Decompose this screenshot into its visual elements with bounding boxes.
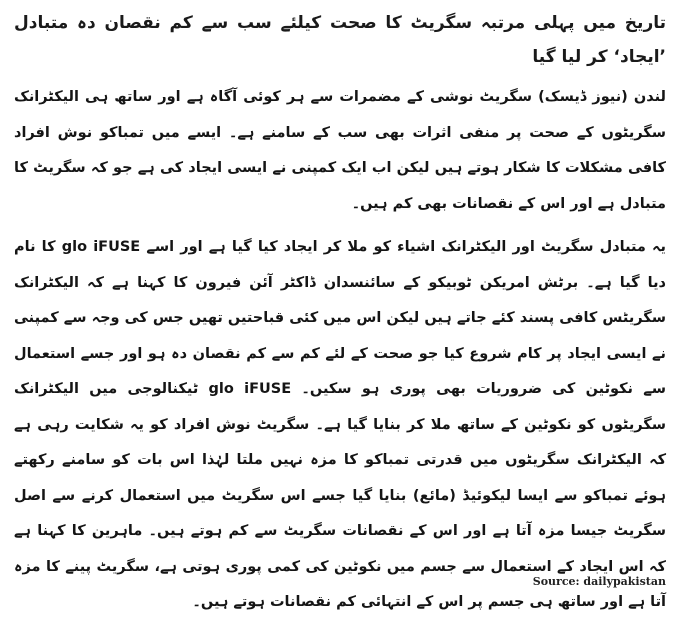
article-paragraph-body: یہ متبادل سگریٹ اور الیکٹرانک اشیاء کو ملا کر ایجاد کیا گیا ہے اور اسے glo iFUSE کا نام دیا گیا ہے۔ برٹش امریکن ٹوبیکو کے سائنسدان ڈاکٹر آئن فیرون کا کہنا ہے کہ الیکٹرانک سگریٹس کافی پسند کئے جاتے ہیں لیکن اس میں کئی قباحتیں تھیں جس کی وجہ سے کمپنی نے ایسی ایجاد پر کام شروع کیا جو صحت کے لئے کم سے کم نقصان دہ ہو اور جسے استعمال سے نکوٹین کی ضروریات بھی پوری ہو سکیں۔ glo iFUSE ٹیکنالوجی میں الیکٹرانک سگریٹوں کو نکوٹین کے ساتھ ملا کر بنایا گیا ہے۔ سگریٹ نوش افراد کو یہ شکایت رہی ہے کہ الیکٹرانک سگریٹوں میں قدرتی تمباکو کا مزہ نہیں ملتا لہٰذا اس بات کو سامنے رکھتے ہوئے تمباکو سے ایسا لیکوئیڈ (مائع) بنایا گیا جسے اس سگریٹ میں استعمال کرنے سے اصل سگریٹ جیسا مزہ آتا ہے اور اس کے نقصانات سگریٹ سے کم ہوتے ہیں۔ ماہرین کا کہنا ہے کہ اس ایجاد کے استعمال سے جسم میں نکوٹین کی کمی پوری ہوتی ہے، سگریٹ پینے کا مزہ آتا ہے اور ساتھ ہی جسم پر اس کے انتہائی کم نقصانات ہوتے ہیں۔ xyxy=(14,239,667,610)
article-paragraph-intro: لندن (نیوز ڈیسک) سگریٹ نوشی کے مضمرات سے ہر کوئی آگاہ ہے اور ساتھ ہی الیکٹرانک سگریٹوں کے صحت پر منفی اثرات بھی سب کے سامنے ہے۔ ایسے میں تمباکو نوش افراد کافی مشکلات کا شکار ہوتے ہیں لیکن اب ایک کمپنی نے ایسی ایجاد کی ہے جو کہ سگریٹ کا متبادل ہے اور اس کے نقصانات بھی کم ہیں۔ xyxy=(14,89,666,212)
news-article xyxy=(14,6,666,621)
source-credit: Source: dailypakistan xyxy=(532,575,666,588)
article-headline: تاریخ میں پہلی مرتبہ سگریٹ کا صحت کیلئے سب سے کم نقصان دہ متبادل ’ایجاد‘ کر لیا گیا xyxy=(14,13,666,67)
